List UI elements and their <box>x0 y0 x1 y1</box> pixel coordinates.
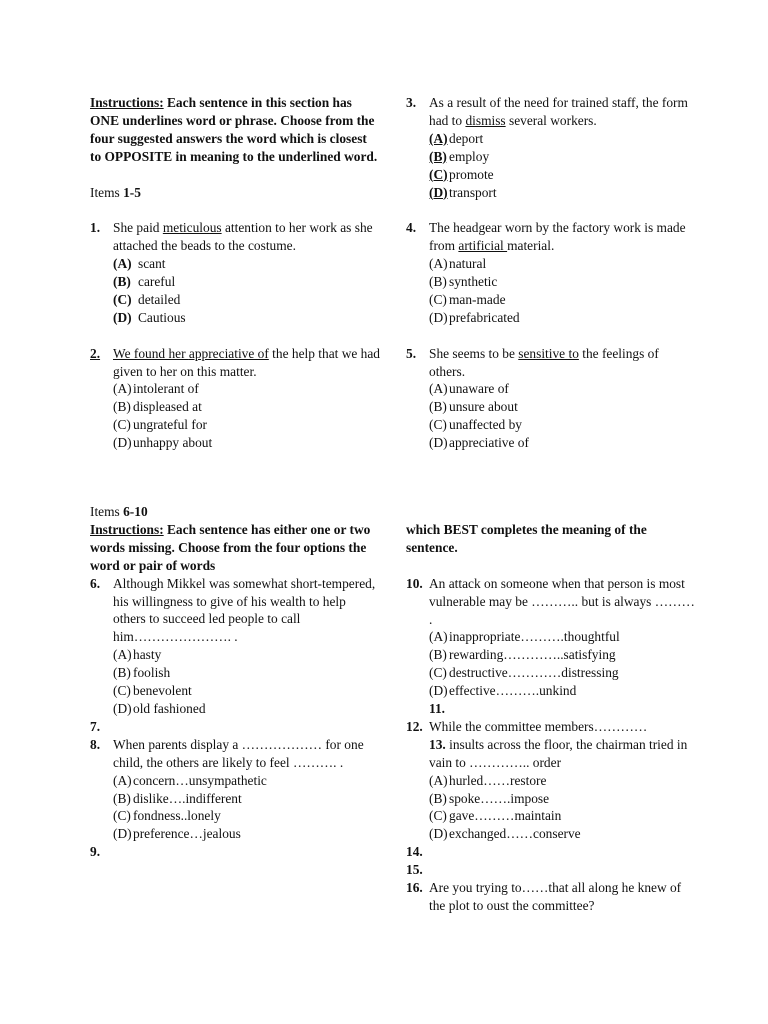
underlined-word: meticulous <box>162 220 222 236</box>
option-a[interactable]: (A) unaware of <box>429 381 509 397</box>
option-a[interactable]: (A) deport <box>429 130 484 146</box>
option-d[interactable]: (D) exchanged……conserve <box>429 826 581 842</box>
question-9 <box>90 843 380 861</box>
option-c[interactable]: (C) fondness..lonely <box>113 808 221 824</box>
option-b[interactable]: (B) spoke…….impose <box>429 790 550 806</box>
question-16 <box>406 879 696 915</box>
right-column-top <box>406 94 696 452</box>
question-number: 1. <box>90 220 101 236</box>
question-number: 4. <box>406 220 417 236</box>
question-text: Although Mikkel was somewhat short-tempered, his willingness to give of his wealth to help others to succeed led people to call him…………………. . <box>113 575 376 645</box>
option-a[interactable]: (A) hasty <box>113 647 162 663</box>
option-b[interactable]: (B) unsure about <box>429 399 518 415</box>
section2-instructions-continued: which BEST completes the meaning of the sentence. <box>406 522 647 555</box>
question-10 <box>406 575 696 718</box>
option-c[interactable]: (C) man-made <box>429 291 506 307</box>
question-6 <box>90 575 380 718</box>
question-number: 15. <box>406 862 423 878</box>
underlined-word: appreciative of <box>188 345 269 361</box>
option-b[interactable]: (B) displeased at <box>113 399 202 415</box>
option-b[interactable]: (B) employ <box>429 148 490 164</box>
question-5 <box>406 345 696 452</box>
left-column-top <box>90 94 380 452</box>
question-number: 9. <box>90 844 101 860</box>
underlined-word: artificial <box>458 238 508 254</box>
question-14 <box>406 843 696 861</box>
underlined-word: dismiss <box>465 112 506 128</box>
instructions-text: Each sentence in this section has ONE underlines word or phrase. Choose from the four suggested answers the word which is closest to OPPOSITE in meaning to the underlined word. <box>90 95 378 164</box>
question-number: 3. <box>406 95 417 110</box>
question-text: The headgear worn by the factory work is made from artificial material. <box>429 220 686 254</box>
question-text: She paid meticulous attention to her work as she attached the beads to the costume. <box>113 220 373 254</box>
option-c[interactable]: (C) detailed <box>113 291 181 307</box>
question-number: 8. <box>90 736 101 752</box>
option-d[interactable]: (D) appreciative of <box>429 435 529 451</box>
instructions-label: Instructions: <box>90 521 164 537</box>
option-a[interactable]: (A) concern…unsympathetic <box>113 772 267 788</box>
question-text: When parents display a ……………… for one child, the others are likely to feel ………. . <box>113 736 364 770</box>
section2-instructions: Instructions: Each sentence has either one or two words missing. Choose from the four options the word or pair of words <box>90 521 371 573</box>
question-text: Are you trying to……that all along he knew of the plot to oust the committee? <box>429 880 682 914</box>
option-b[interactable]: (B) synthetic <box>429 274 498 290</box>
option-b[interactable]: (B) dislike….indifferent <box>113 790 242 806</box>
option-d[interactable]: (D) unhappy about <box>113 435 213 451</box>
question-4 <box>406 219 696 326</box>
option-c[interactable]: (C) ungrateful for <box>113 417 207 433</box>
option-a[interactable]: (A) inappropriate……….thoughtful <box>429 629 620 645</box>
question-1 <box>90 219 380 326</box>
question-3 <box>406 94 696 201</box>
question-12 <box>406 718 696 843</box>
question-2 <box>90 345 380 452</box>
option-c[interactable]: (C) destructive…………distressing <box>429 665 619 681</box>
question-number: 10. <box>406 575 423 591</box>
option-d[interactable]: (D) transport <box>429 184 497 200</box>
question-text: She seems to be sensitive to the feelings of others. <box>429 345 659 379</box>
option-a[interactable]: (A) scant <box>113 256 166 272</box>
question-13-text: 13. insults across the floor, the chairman tried in vain to ………….. order <box>429 736 688 770</box>
question-text: We found her appreciative of the help that we had given to her on this matter. <box>113 345 381 379</box>
question-number-11: 11. <box>429 701 445 717</box>
option-a[interactable]: (A) hurled……restore <box>429 772 547 788</box>
items-heading-2: Items 6-10 <box>90 504 148 519</box>
question-number: 6. <box>90 575 101 591</box>
question-8 <box>90 736 380 843</box>
option-c[interactable]: (C) benevolent <box>113 683 192 699</box>
question-text: An attack on someone when that person is most vulnerable may be ……….. but is always ……… . <box>429 575 695 627</box>
option-c[interactable]: (C) promote <box>429 166 494 182</box>
question-text: While the committee members………… <box>429 718 648 734</box>
question-number: 16. <box>406 880 423 896</box>
option-c[interactable]: (C) gave………maintain <box>429 808 562 824</box>
left-column-bottom <box>90 503 380 861</box>
question-text: As a result of the need for trained staff, the form had to dismiss several workers. <box>429 95 688 128</box>
question-7 <box>90 718 380 736</box>
underlined-word: sensitive to <box>518 345 579 361</box>
option-a[interactable]: (A) intolerant of <box>113 381 199 397</box>
question-number: 12. <box>406 718 423 734</box>
instructions-label: Instructions: <box>90 95 164 110</box>
option-b[interactable]: (B) foolish <box>113 665 171 681</box>
question-number: 7. <box>90 718 101 734</box>
question-15 <box>406 861 696 879</box>
option-d[interactable]: (D) prefabricated <box>429 309 520 325</box>
option-b[interactable]: (B) careful <box>113 274 176 290</box>
option-d[interactable]: (D) effective……….unkind <box>429 683 577 699</box>
section1-instructions <box>90 94 380 166</box>
option-b[interactable]: (B) rewarding…………..satisfying <box>429 647 616 663</box>
question-number: 5. <box>406 345 417 361</box>
option-c[interactable]: (C) unaffected by <box>429 417 522 433</box>
question-number: 2. <box>90 345 101 361</box>
right-column-bottom <box>406 521 696 915</box>
option-d[interactable]: (D) preference…jealous <box>113 826 241 842</box>
option-d[interactable]: (D) Cautious <box>113 309 186 325</box>
items-heading: Items 1-5 <box>90 184 141 200</box>
question-number: 14. <box>406 844 423 860</box>
option-a[interactable]: (A) natural <box>429 256 487 272</box>
option-d[interactable]: (D) old fashioned <box>113 700 206 716</box>
